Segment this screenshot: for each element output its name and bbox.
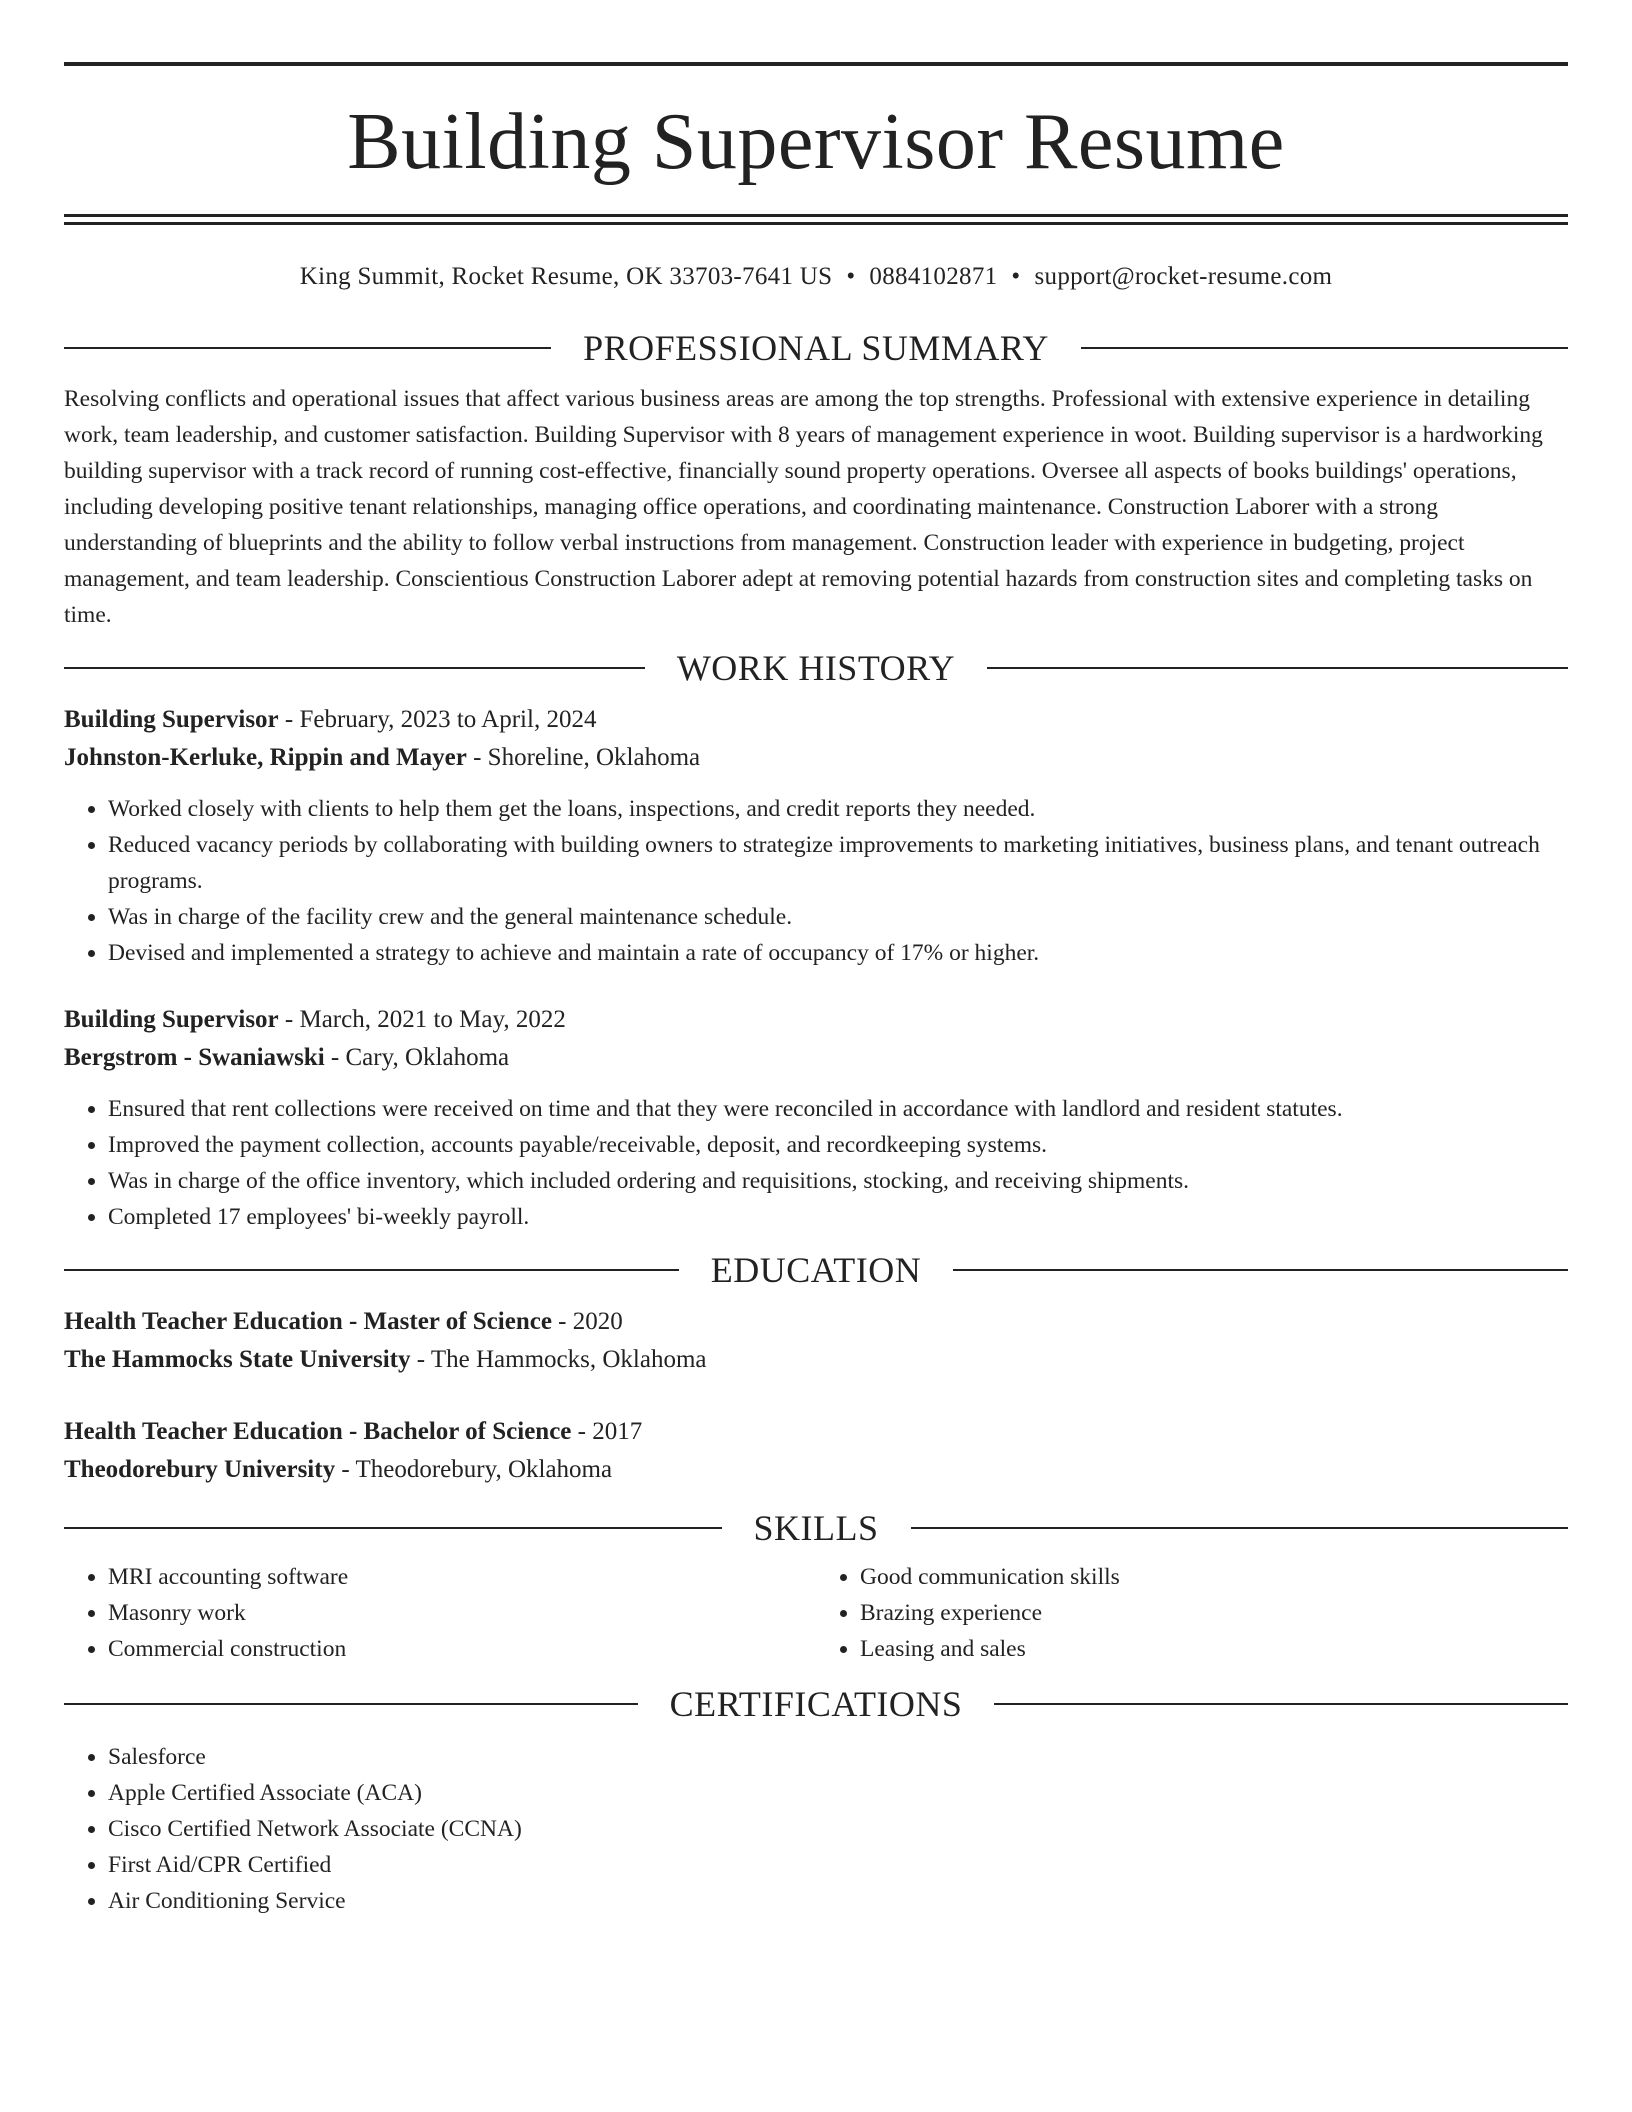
skill-item: • Masonry work: [108, 1595, 816, 1631]
certification-item: • Apple Certified Associate (ACA): [108, 1775, 1568, 1811]
work-location: - Shoreline, Oklahoma: [466, 744, 701, 771]
section-heading-skills: [64, 1507, 1568, 1549]
education-school: Theodorebury University: [64, 1456, 336, 1483]
heading-rule: [911, 1527, 1569, 1529]
work-bullet: • Reduced vacancy periods by collaborating with building owners to strategize improvements to marketing initiatives, business plans, and tenant outreach programs.: [108, 827, 1568, 899]
work-bullet: • Devised and implemented a strategy to achieve and maintain a rate of occupancy of 17% or higher.: [108, 935, 1568, 971]
skill-item: • Brazing experience: [860, 1595, 1568, 1631]
heading-label: CERTIFICATIONS: [669, 1684, 963, 1724]
heading-label: WORK HISTORY: [676, 648, 956, 688]
work-role: Building Supervisor: [64, 1006, 279, 1033]
top-rule: [64, 62, 1568, 66]
education-entry: [64, 1413, 1568, 1489]
heading-rule: [64, 1269, 679, 1271]
education-degree: Health Teacher Education - Master of Science: [64, 1308, 552, 1335]
contact-phone: 0884102871: [869, 263, 998, 290]
heading-label: PROFESSIONAL SUMMARY: [583, 328, 1049, 368]
work-bullet: • Improved the payment collection, accounts payable/receivable, deposit, and recordkeeping systems.: [108, 1127, 1568, 1163]
contact-separator: •: [846, 263, 856, 290]
heading-rule: [64, 667, 645, 669]
work-role: Building Supervisor: [64, 706, 279, 733]
work-company: Bergstrom - Swaniawski: [64, 1044, 325, 1071]
skill-item: • Good communication skills: [860, 1559, 1568, 1595]
heading-rule: [64, 347, 551, 349]
work-company: Johnston-Kerluke, Rippin and Mayer: [64, 744, 467, 771]
work-bullet: • Was in charge of the facility crew and the general maintenance schedule.: [108, 899, 1568, 935]
education-location: - Theodorebury, Oklahoma: [335, 1456, 613, 1483]
resume-title: Building Supervisor Resume: [347, 98, 1285, 186]
section-heading-education: [64, 1249, 1568, 1291]
work-role-line: [64, 701, 1568, 739]
skill-item: • Commercial construction: [108, 1631, 816, 1667]
certification-item: • Salesforce: [108, 1739, 1568, 1775]
heading-label: EDUCATION: [710, 1250, 922, 1290]
education-year: - 2020: [551, 1308, 623, 1335]
heading-rule: [987, 667, 1568, 669]
certification-item: • First Aid/CPR Certified: [108, 1847, 1568, 1883]
education-degree-line: [64, 1303, 1568, 1341]
education-school-line: [64, 1341, 1568, 1379]
work-bullet: • Completed 17 employees' bi-weekly payroll.: [108, 1199, 1568, 1235]
work-bullet: • Was in charge of the office inventory, which included ordering and requisitions, stocking, and receiving shipments.: [108, 1163, 1568, 1199]
education-school: The Hammocks State University: [64, 1346, 411, 1373]
work-dates: - February, 2023 to April, 2024: [278, 706, 597, 733]
skills-grid: [64, 1559, 1568, 1667]
work-company-line: [64, 1039, 1568, 1077]
work-bullet: • Worked closely with clients to help them get the loans, inspections, and credit reports they needed.: [108, 791, 1568, 827]
education-degree-line: [64, 1413, 1568, 1451]
heading-rule: [64, 1703, 638, 1705]
heading-rule: [64, 1527, 722, 1529]
heading-label: SKILLS: [753, 1508, 879, 1548]
work-bullet: • Ensured that rent collections were received on time and that they were reconciled in accordance with landlord and resident statutes.: [108, 1091, 1568, 1127]
work-location: - Cary, Oklahoma: [324, 1044, 510, 1071]
section-heading-work: [64, 647, 1568, 689]
contact-separator: •: [1011, 263, 1021, 290]
heading-rule: [953, 1269, 1568, 1271]
skills-column-right: [816, 1559, 1568, 1667]
contact-address: King Summit, Rocket Resume, OK 33703-7641 US: [299, 263, 833, 290]
skill-item: • Leasing and sales: [860, 1631, 1568, 1667]
education-entry: [64, 1303, 1568, 1379]
contact-email[interactable]: support@rocket-resume.com: [1034, 263, 1333, 290]
education-degree: Health Teacher Education - Bachelor of Science: [64, 1418, 572, 1445]
work-role-line: [64, 1001, 1568, 1039]
certifications-list: [64, 1739, 1568, 1919]
skills-column-left: [64, 1559, 816, 1667]
education-school-line: [64, 1451, 1568, 1489]
work-entry: [64, 1001, 1568, 1235]
heading-rule: [994, 1703, 1568, 1705]
work-dates: - March, 2021 to May, 2022: [278, 1006, 566, 1033]
certification-item: • Cisco Certified Network Associate (CCNA): [108, 1811, 1568, 1847]
work-bullets: [64, 791, 1568, 971]
work-company-line: [64, 739, 1568, 777]
work-bullets: [64, 1091, 1568, 1235]
education-location: - The Hammocks, Oklahoma: [410, 1346, 707, 1373]
section-heading-certifications: [64, 1683, 1568, 1725]
education-year: - 2017: [571, 1418, 643, 1445]
title-double-rule: [64, 214, 1568, 225]
heading-rule: [1081, 347, 1568, 349]
contact-line: [64, 263, 1568, 291]
work-entry: [64, 701, 1568, 971]
certification-item: • Air Conditioning Service: [108, 1883, 1568, 1919]
summary-text: Resolving conflicts and operational issues that affect various business areas are among the top strengths. Professional with extensive experience in detailing work, team leadership, and customer satisfaction. Building Supervisor with 8 years of management experience in woot. Building supervisor is a hardworking building supervisor with a track record of running cost-effective, financially sound property operations. Oversee all aspects of books buildings' operations, including developing positive tenant relationships, managing office operations, and coordinating maintenance. Construction Laborer with a strong understanding of blueprints and the ability to follow verbal instructions from management. Construction leader with experience in budgeting, project management, and team leadership. Conscientious Construction Laborer adept at removing potential hazards from construction sites and completing tasks on time.: [64, 386, 1543, 628]
skill-item: • MRI accounting software: [108, 1559, 816, 1595]
section-heading-summary: [64, 327, 1568, 369]
